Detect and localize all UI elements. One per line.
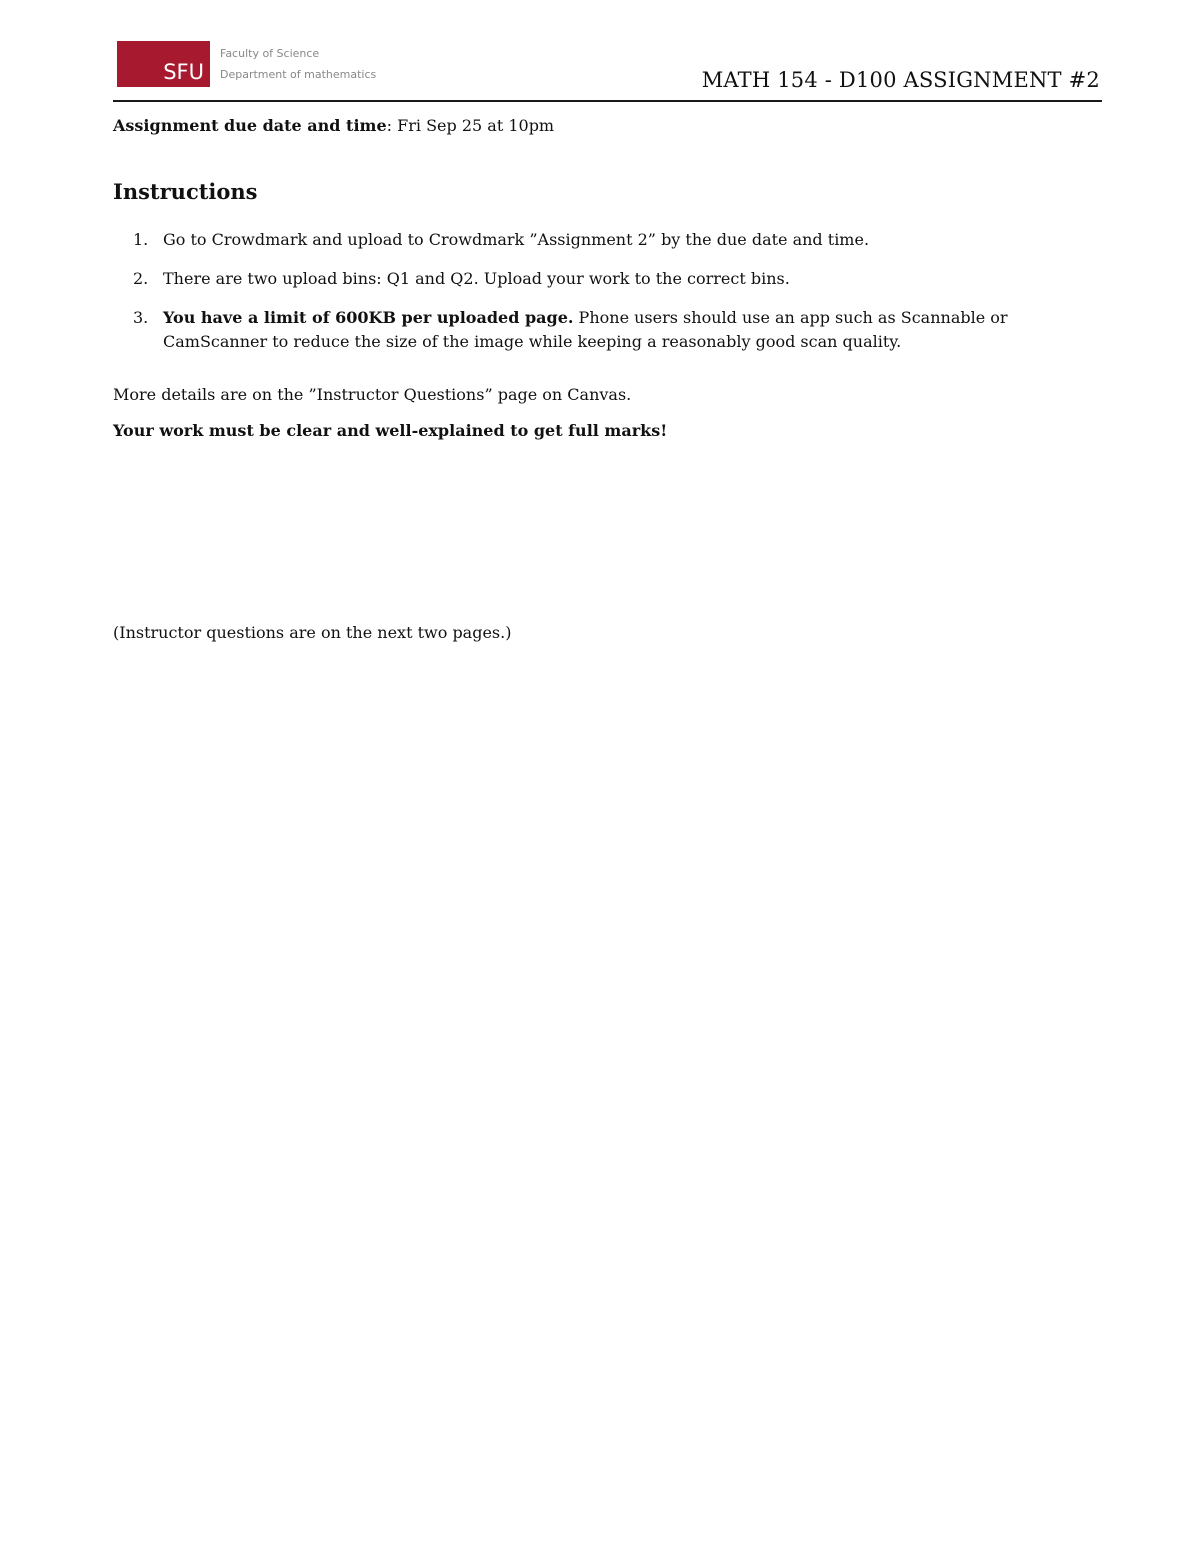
logo-caption bbox=[220, 43, 376, 85]
list-item-bold-text: You have a limit of 600KB per uploaded page. bbox=[163, 308, 574, 327]
due-date-label: Assignment due date and time bbox=[113, 116, 387, 135]
list-item-number: 3. bbox=[133, 308, 149, 327]
list-item bbox=[113, 306, 1103, 354]
list-item bbox=[113, 267, 1103, 291]
logo-wordmark: SFU bbox=[163, 60, 204, 84]
department-name: Department of mathematics bbox=[220, 68, 377, 81]
due-date-value: : Fri Sep 25 at 10pm bbox=[386, 116, 555, 135]
list-item bbox=[113, 228, 1103, 252]
page-header bbox=[113, 38, 1102, 102]
footnote-text: (Instructor questions are on the next two pages.) bbox=[113, 623, 512, 642]
course-title: MATH 154 - D100 ASSIGNMENT #2 bbox=[701, 68, 1100, 92]
more-details-text: More details are on the ”Instructor Questions” page on Canvas. bbox=[113, 385, 632, 404]
due-date-line bbox=[113, 116, 554, 135]
instructions-list bbox=[113, 228, 1103, 369]
list-item-number: 1. bbox=[133, 230, 149, 249]
list-item-text: Go to Crowdmark and upload to Crowdmark ”Assignment 2” by the due date and time. bbox=[163, 230, 870, 249]
emphasis-text: Your work must be clear and well-explained to get full marks! bbox=[113, 421, 668, 440]
faculty-name: Faculty of Science bbox=[220, 47, 320, 60]
list-item-text: There are two upload bins: Q1 and Q2. Upload your work to the correct bins. bbox=[163, 269, 790, 288]
sfu-logo bbox=[117, 41, 376, 87]
list-item-number: 2. bbox=[133, 269, 149, 288]
instructions-heading: Instructions bbox=[113, 179, 258, 204]
list-item-text: Phone users should use an app such as Scannable or CamScanner to reduce the size of the image while keeping a reasonably good scan quality. bbox=[163, 308, 1008, 351]
logo-box bbox=[117, 41, 210, 87]
